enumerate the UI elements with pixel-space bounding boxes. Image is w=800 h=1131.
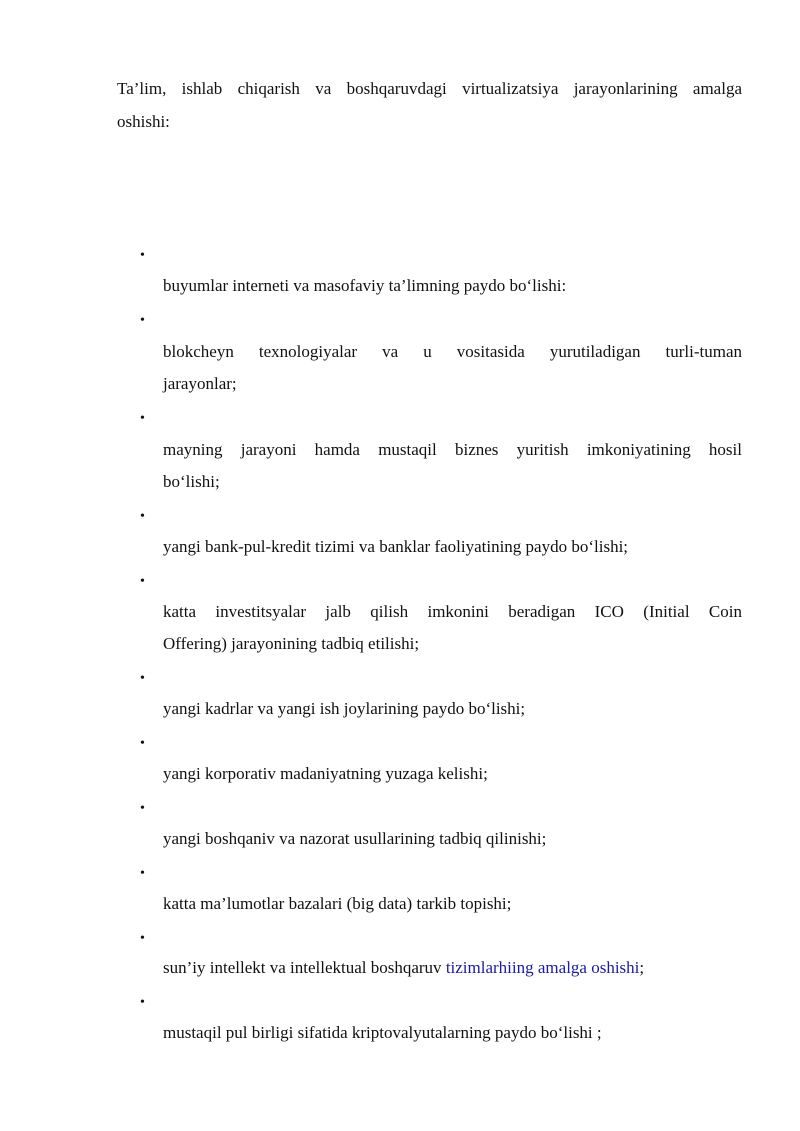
bullet-icon: • <box>140 509 145 524</box>
list-item-text <box>163 434 742 498</box>
highlighted-text: tizimlarhiing amalga oshishi <box>445 958 640 977</box>
bullet-icon: • <box>140 931 145 946</box>
bullet-icon: • <box>140 313 145 328</box>
list-item-line-2: jarayonlar; <box>163 374 237 393</box>
bullet-icon: • <box>140 574 145 589</box>
list-item-line-1: mayning jarayoni hamda mustaqil biznes yuritish imkoniyatining hosil <box>163 440 742 459</box>
list-item-text: yangi boshqaniv va nazorat usullarining tadbiq qilinishi; <box>163 829 547 848</box>
intro-line-1: Ta’lim, ishlab chiqarish va boshqaruvdagi virtualizatsiya jarayonlarining amalga <box>117 79 742 98</box>
list-item-text: buyumlar interneti va masofaviy ta’limning paydo bo‘lishi: <box>163 276 567 295</box>
list-item-text: yangi bank-pul-kredit tizimi va banklar faoliyatining paydo bo‘lishi; <box>163 537 629 556</box>
list-item-text: yangi korporativ madaniyatning yuzaga kelishi; <box>163 764 488 783</box>
bullet-icon: • <box>140 801 145 816</box>
bullet-icon: • <box>140 411 145 426</box>
list-item-line-1: katta investitsyalar jalb qilish imkonini beradigan ICO (Initial Coin <box>163 602 742 621</box>
bullet-icon: • <box>140 995 145 1010</box>
bullet-icon: • <box>140 671 145 686</box>
list-item-line-2: bo‘lishi; <box>163 472 220 491</box>
list-item-text-part: sun’iy intellekt va intellektual boshqaruv <box>163 958 446 977</box>
list-item-text: mustaqil pul birligi sifatida kriptovalyutalarning paydo bo‘lishi ; <box>163 1023 602 1042</box>
list-item-text <box>163 596 742 660</box>
intro-paragraph <box>117 72 742 138</box>
list-item-text: katta ma’lumotlar bazalari (big data) tarkib topishi; <box>163 894 512 913</box>
bullet-icon: • <box>140 866 145 881</box>
list-item-line-1: blokcheyn texnologiyalar va u vositasida yurutiladigan turli-tuman <box>163 342 742 361</box>
list-item-text <box>163 336 742 400</box>
bullet-icon: • <box>140 248 145 263</box>
list-item-line-2: Offering) jarayonining tadbiq etilishi; <box>163 634 420 653</box>
intro-line-2: oshishi: <box>117 112 170 131</box>
list-item-text <box>163 952 742 984</box>
list-item-text: yangi kadrlar va yangi ish joylarining paydo bo‘lishi; <box>163 699 526 718</box>
bullet-icon: • <box>140 736 145 751</box>
list-item-text-part: ; <box>639 958 645 977</box>
